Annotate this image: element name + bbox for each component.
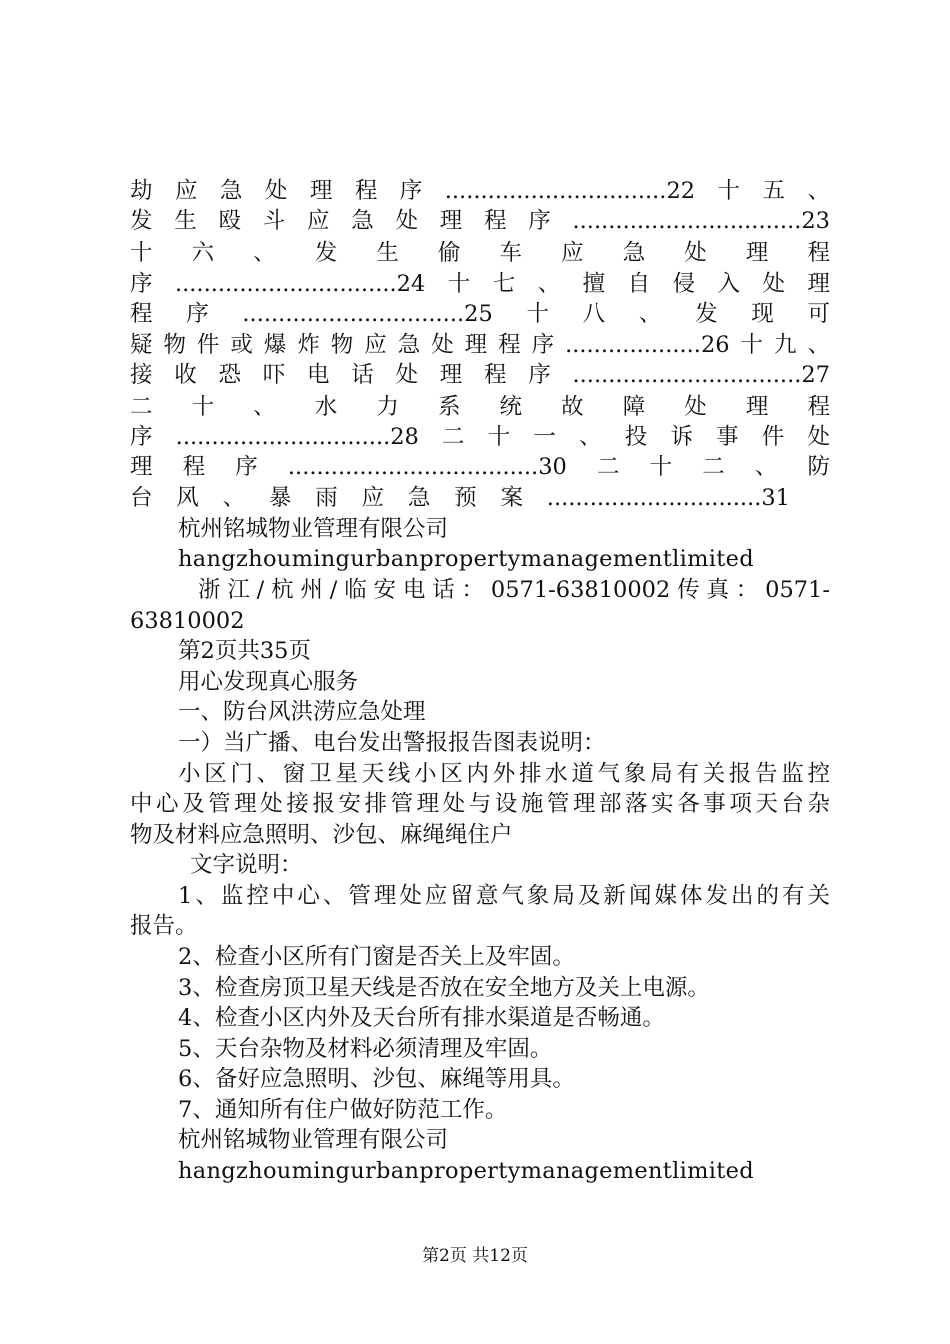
contact-line: 浙江/杭州/临安电话：0571-63810002传真：0571- — [198, 577, 830, 603]
chart-description: 物及材料应急照明、沙包、麻绳绳住户 — [130, 822, 513, 848]
subsection-title: 一）当广播、电台发出警报报告图表说明： — [178, 730, 606, 756]
page-marker: 第2页共35页 — [178, 638, 311, 664]
list-item: 4、检查小区内外及天台所有排水渠道是否畅通。 — [178, 1005, 665, 1031]
company-english: hangzhoumingurbanpropertymanagementlimited — [178, 546, 754, 572]
toc-line: 发生殴斗应急处理程序................................23 — [130, 208, 830, 234]
chart-description: 中心及管理处接报安排管理处与设施管理部落实各事项天台杂 — [130, 791, 830, 817]
list-item: 3、检查房顶卫星天线是否放在安全地方及关上电源。 — [178, 975, 710, 1001]
section-title: 一、防台风洪涝应急处理 — [178, 699, 426, 725]
company-name: 杭州铭城物业管理有限公司 — [178, 1127, 449, 1153]
list-item: 5、天台杂物及材料必须清理及牢固。 — [178, 1036, 553, 1062]
toc-line: 二 十 、 水 力 系 统 故 障 处 理 程 — [130, 394, 830, 420]
slogan: 用心发现真心服务 — [178, 669, 359, 695]
toc-line: 台风、暴雨应急预案..............................31 — [130, 485, 790, 511]
toc-line: 接收恐吓电话处理程序................................27 — [130, 362, 830, 388]
toc-line: 程序...............................25十八、发现可 — [130, 301, 830, 327]
page-footer: 第2页 共12页 — [422, 1246, 528, 1266]
toc-line: 疑物件或爆炸物应急处理程序...................26十九、 — [130, 332, 830, 358]
chart-description: 小区门、窗卫星天线小区内外排水道气象局有关报告监控 — [178, 761, 830, 787]
toc-line: 十 六 、 发 生 偷 车 应 急 处 理 程 — [130, 240, 830, 266]
list-item: 2、检查小区所有门窗是否关上及牢固。 — [178, 944, 575, 970]
company-name: 杭州铭城物业管理有限公司 — [178, 516, 449, 542]
contact-line-cont: 63810002 — [130, 608, 245, 634]
toc-line: 序..............................28二十一、投诉事件处 — [130, 424, 830, 450]
list-item: 报告。 — [130, 913, 198, 939]
toc-line: 劫应急处理程序...............................22十五、 — [130, 178, 830, 204]
list-item: 7、通知所有住户做好防范工作。 — [178, 1097, 508, 1123]
text-label: 文字说明： — [190, 852, 303, 878]
toc-line: 序...............................24十七、擅自侵入处理 — [130, 271, 830, 297]
toc-line: 理程序...................................30二十二、防 — [130, 454, 830, 480]
company-english: hangzhoumingurbanpropertymanagementlimited — [178, 1158, 754, 1184]
list-item: 6、备好应急照明、沙包、麻绳等用具。 — [178, 1066, 575, 1092]
list-item: 1、监控中心、管理处应留意气象局及新闻媒体发出的有关 — [178, 883, 830, 909]
